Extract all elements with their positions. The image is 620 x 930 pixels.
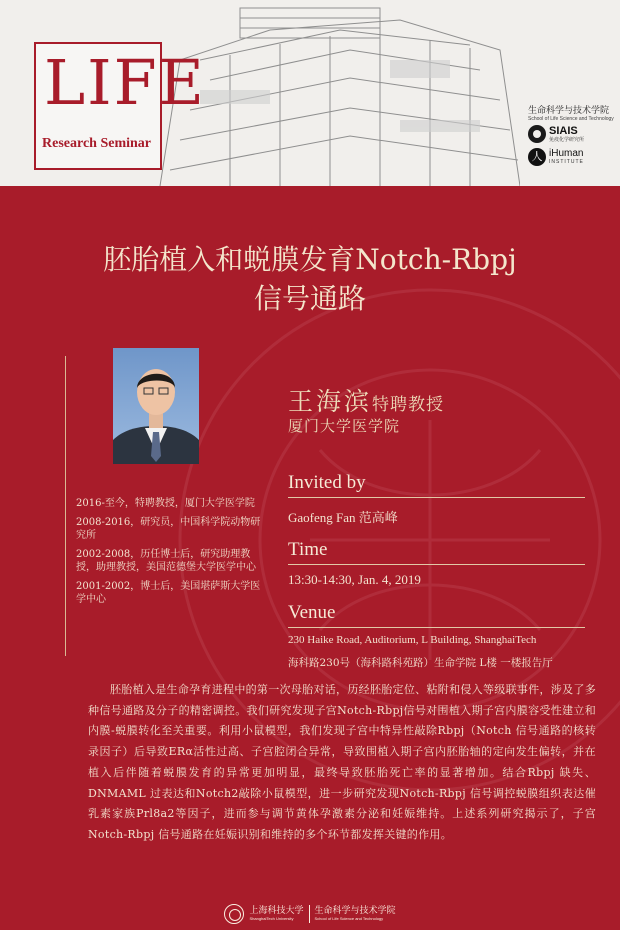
speaker-name: 王海滨 xyxy=(288,387,373,416)
life-logo xyxy=(34,42,206,170)
time-divider xyxy=(288,564,585,565)
bio-divider xyxy=(65,356,66,656)
research-seminar-label: Research Seminar xyxy=(42,136,151,151)
venue-address-en: 230 Haike Road, Auditorium, L Building, ShanghaiTech xyxy=(288,634,537,646)
speaker-bio xyxy=(76,497,266,612)
speaker-affiliation: 厦门大学医学院 xyxy=(288,417,401,435)
school-logo: 生命科学与技术学院 School of Life Science and Technology xyxy=(528,106,614,122)
bio-item: 2001-2002，博士后，美国堪萨斯大学医学中心 xyxy=(76,581,261,605)
abstract-text: 胚胎植入是生命孕育进程中的第一次母胎对话，历经胚胎定位、粘附和侵入等级联事件，涉及了多种信号通路及分子的精密调控。我们研究发现子宫Notch-Rbpj信号对围植入期子宫内膜容受性建立和内膜-蜕膜转化至关重要。利用小鼠模型，我们发现子宫中特异性敲除Rbpj（Notch 信号通路的核转录因子）后导致ERα活性过高、子宫腔闭合异常，导致围植入期子宫内胚胎轴的定向发生偏转，并在植入后伴随着蜕膜发育的异常更加明显，最终导致胚胎死亡率的显著增加。结合Rbpj 缺失、DNMAML 过表达和Notch2敲除小鼠模型，进一步研究发现Notch-Rbpj 信号调控蜕膜组织表达催乳素家族Prl8a2等因子，进而参与调节黄体孕激素分泌和妊娠维持。上述系列研究揭示了，子宫Notch-Rbpj 信号通路在妊娠识别和维持的多个环节都发挥关键的作用。 xyxy=(88,683,596,841)
speaker-title: 特聘教授 xyxy=(372,395,445,415)
footer-divider xyxy=(309,905,310,923)
invited-divider xyxy=(288,497,585,498)
invited-value: Gaofeng Fan 范高峰 xyxy=(288,510,398,525)
footer-university: 上海科技大学 ShanghaiTech University xyxy=(249,905,304,921)
life-logo-text: LIFE xyxy=(44,46,206,119)
siais-mark-icon xyxy=(528,125,546,143)
speaker-photo xyxy=(113,348,199,464)
bio-item: 2008-2016，研究员，中国科学院动物研究所 xyxy=(76,517,261,541)
venue-address-cn: 海科路230号（海科路科苑路）生命学院 L楼 一楼报告厅 xyxy=(288,657,553,669)
bio-item: 2016-至今，特聘教授，厦门大学医学院 xyxy=(76,498,255,509)
ihuman-logo: 人 iHuman INSTITUTE xyxy=(528,148,584,166)
title-line-2: 信号通路 xyxy=(253,282,366,315)
bio-item: 2002-2008，历任博士后，研究助理教授，助理教授，美国范德堡大学医学中心 xyxy=(76,549,256,573)
speaker-name-block xyxy=(288,382,444,418)
shanghaitech-seal-icon xyxy=(224,904,244,924)
ihuman-mark-icon: 人 xyxy=(528,148,546,166)
title-line-1: 胚胎植入和蜕膜发育Notch-Rbpj xyxy=(103,243,517,276)
footer-school: 生命科学与技术学院 School of Life Science and Technology xyxy=(314,905,396,921)
footer-logos xyxy=(0,898,620,930)
venue-divider xyxy=(288,627,585,628)
siais-logo: SIAIS 免疫化学研究所 xyxy=(528,125,584,143)
time-value: 13:30-14:30, Jan. 4, 2019 xyxy=(288,572,421,587)
seminar-title xyxy=(0,240,620,318)
invited-heading: Invited by xyxy=(288,472,366,493)
header-banner xyxy=(0,0,620,186)
time-heading: Time xyxy=(288,539,328,560)
venue-heading: Venue xyxy=(288,602,336,623)
